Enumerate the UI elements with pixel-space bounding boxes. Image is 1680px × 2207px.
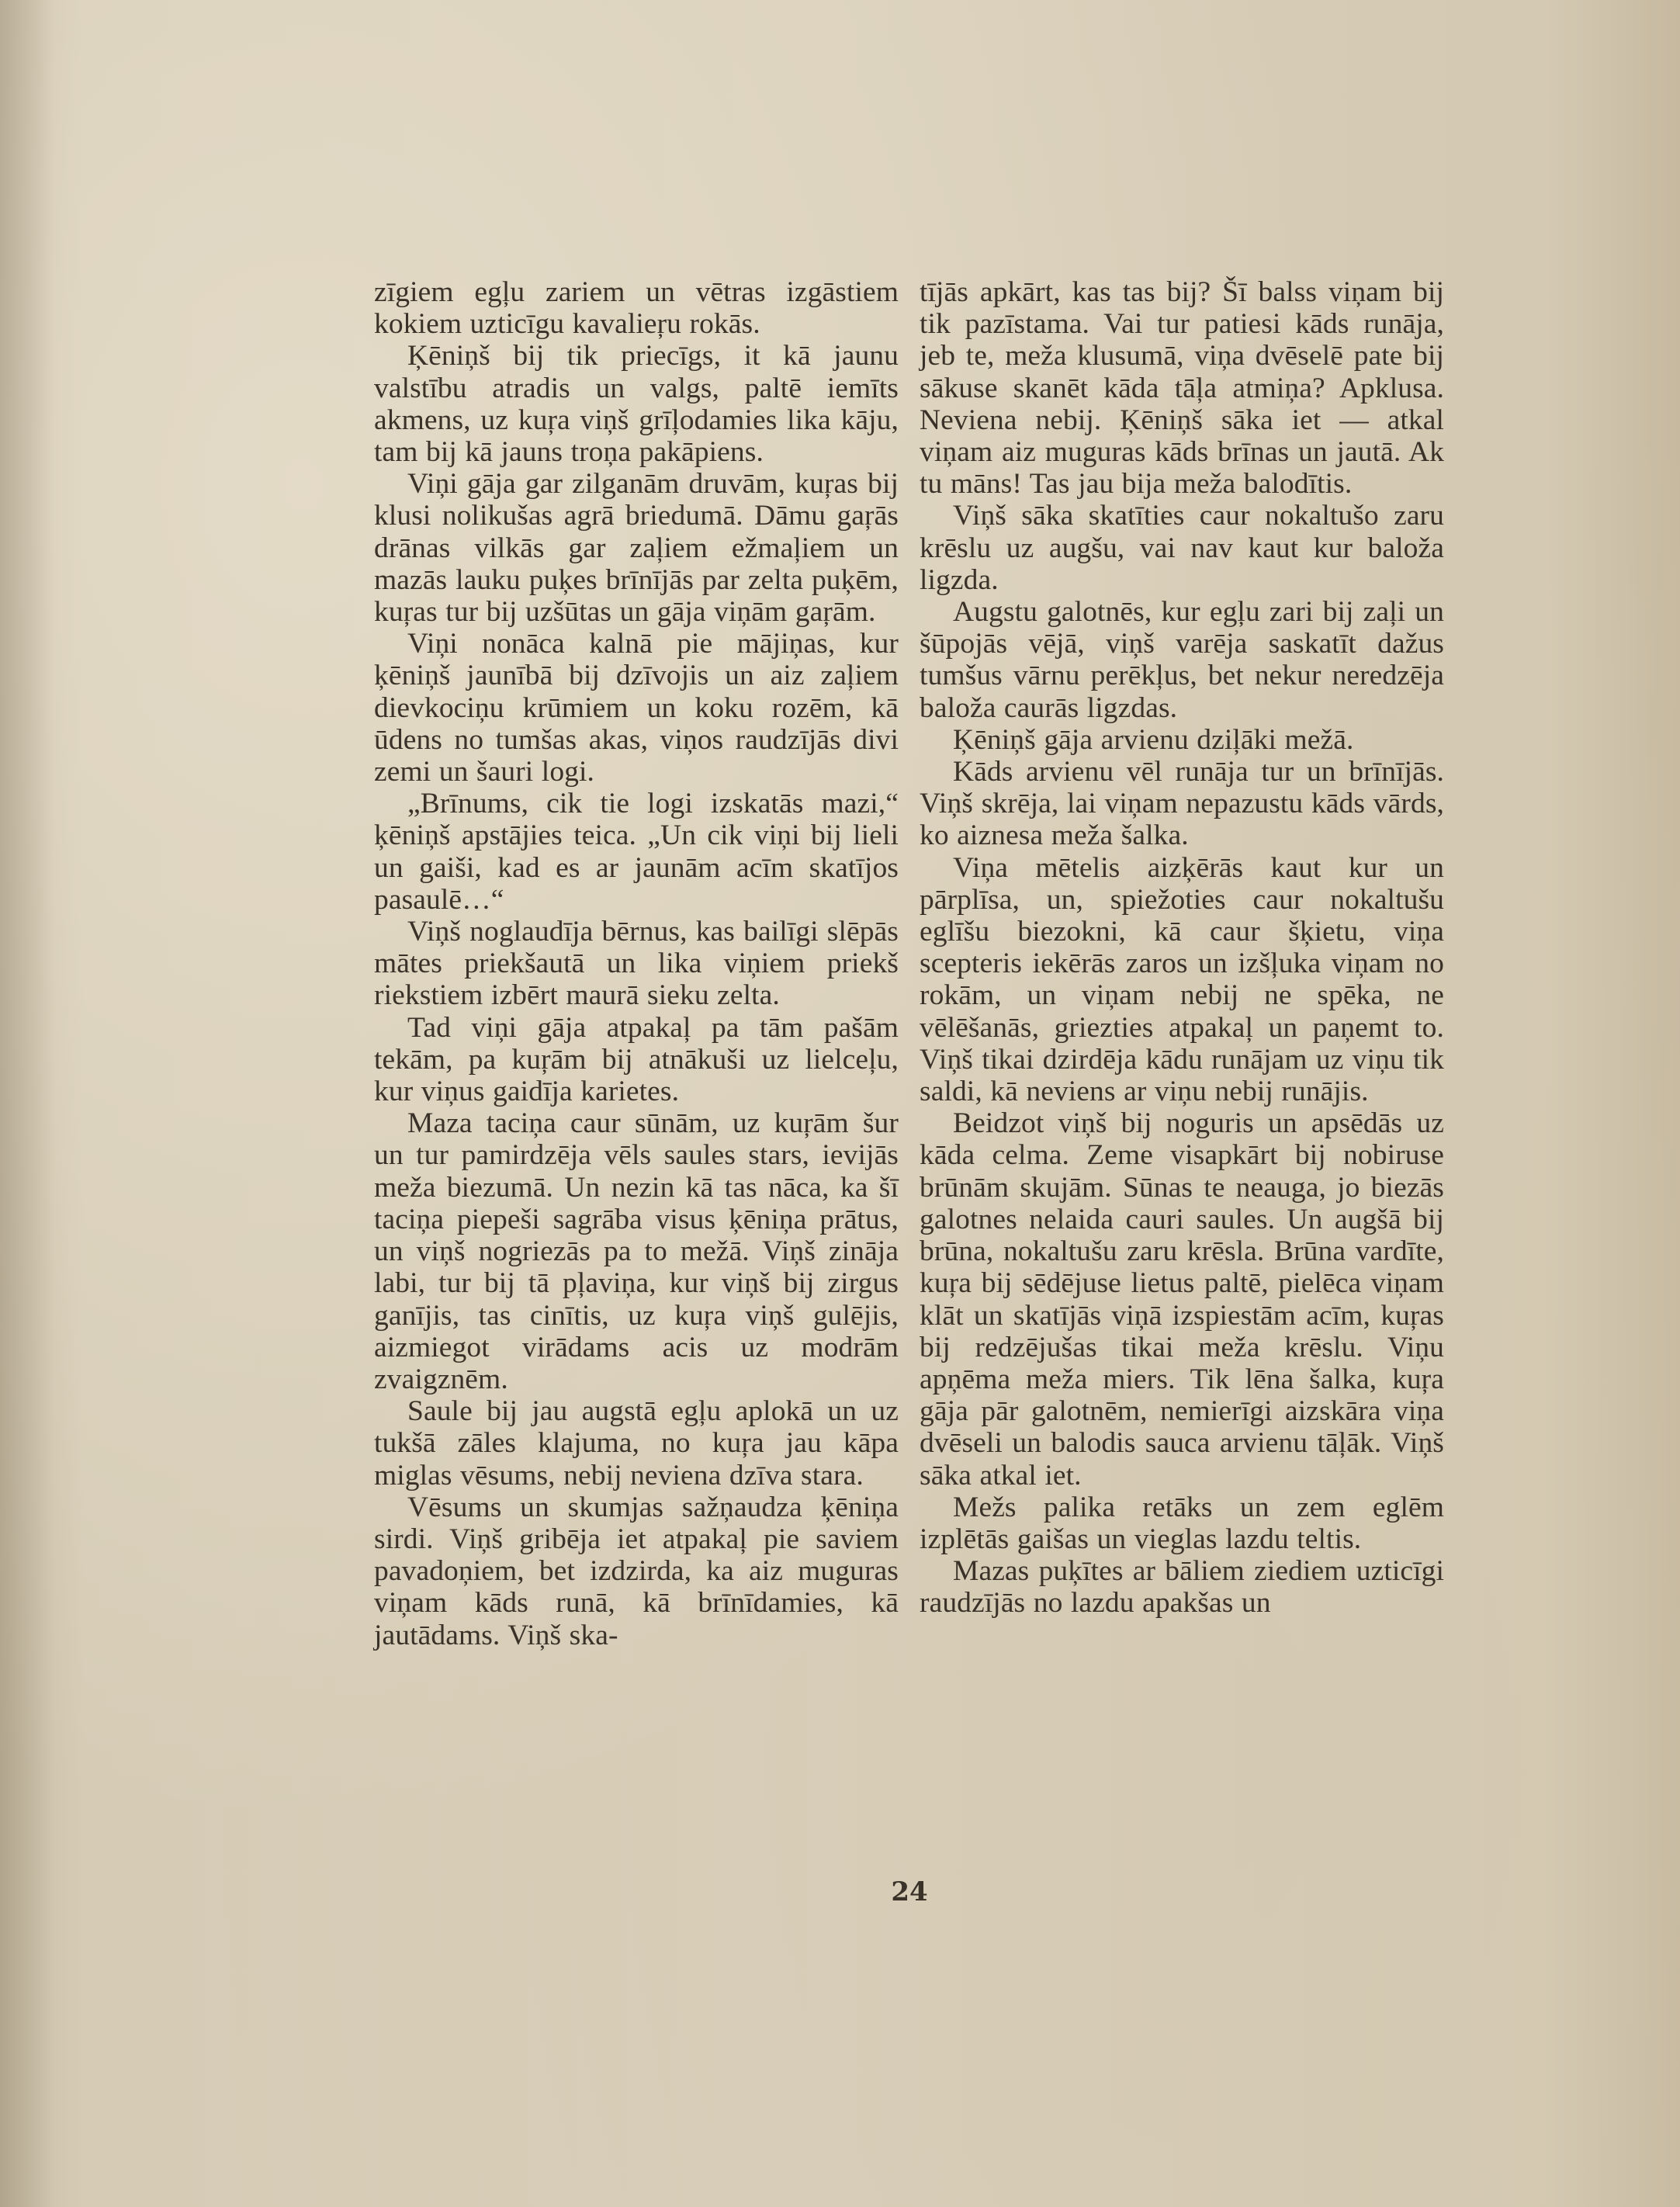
text-column-right <box>920 276 1444 1620</box>
paragraph: Viņš sāka skatīties caur nokaltušo zaru krēslu uz augšu, vai nav kaut kur baloža ligzda. <box>920 500 1444 596</box>
paragraph: Viņi nonāca kalnā pie mājiņas, kur ķēniņš jaunībā bij dzīvojis un aiz zaļiem dievkociņu krūmiem un koku rozēm, kā ūdens no tumšas akas, viņos raudzījās divi zemi un šauri logi. <box>374 628 899 788</box>
page-number: 24 <box>891 1876 928 1907</box>
paragraph: Saule bij jau augstā egļu aplokā un uz tukšā zāles klajuma, no kuŗa jau kāpa miglas vēsums, nebij neviena dzīva stara. <box>374 1395 899 1492</box>
paragraph: Vēsums un skumjas sažņaudza ķēniņa sirdi. Viņš gribēja iet atpakaļ pie saviem pavadoņiem, bet izdzirda, ka aiz muguras viņam kāds runā, kā brīnīdamies, kā jautādams. Viņš ska- <box>374 1491 899 1651</box>
paragraph: tījās apkārt, kas tas bij? Šī balss viņam bij tik pazīstama. Vai tur patiesi kāds runāja, jeb te, meža klusumā, viņa dvēselē pate bij sākuse skanēt kāda tāļa atmiņa? Apklusa. Neviena nebij. Ķēniņš sāka iet — atkal viņam aiz muguras kāds brīnas un jautā. Ak tu māns! Tas jau bija meža balodītis. <box>920 276 1444 501</box>
paragraph: Beidzot viņš bij noguris un apsēdās uz kāda celma. Zeme visapkārt bij nobiruse brūnām skujām. Sūnas te neauga, jo biezās galotnes nelaida cauri saules. Un augšā bij brūna, nokaltušu zaru krēsla. Brūna vardīte, kuŗa bij sēdējuse lietus paltē, pielēca viņam klāt un skatījās viņā izspiestām acīm, kuŗas bij redzējušas tikai meža krēslu. Viņu apņēma meža miers. Tik lēna šalka, kuŗa gāja pār galotnēm, nemierīgi aizskāra viņa dvēseli un balodis sauca arvienu tāļāk. Viņš sāka atkal iet. <box>920 1107 1444 1492</box>
paragraph: Viņš noglaudīja bērnus, kas bailīgi slēpās mātes priekšautā un lika viņiem priekš riekstiem izbērt maurā sieku zelta. <box>374 916 899 1012</box>
paragraph: Mazas puķītes ar bāliem ziediem uzticīgi raudzījās no lazdu apakšas un <box>920 1555 1444 1620</box>
paragraph: Ķēniņš bij tik priecīgs, it kā jaunu valstību atradis un valgs, paltē iemīts akmens, uz kuŗa viņš grīļodamies lika kāju, tam bij kā jauns troņa pakāpiens. <box>374 340 899 469</box>
page-gutter-shadow <box>0 0 54 2207</box>
paragraph: „Brīnums, cik tie logi izskatās mazi,“ ķēniņš apstājies teica. „Un cik viņi bij lieli un gaiši, kad es ar jaunām acīm skatījos pasaulē…“ <box>374 788 899 916</box>
paragraph: Augstu galotnēs, kur egļu zari bij zaļi un šūpojās vējā, viņš varēja saskatīt dažus tumšus vārnu perēkļus, bet nekur neredzēja baloža caurās ligzdas. <box>920 596 1444 724</box>
paragraph: Kāds arvienu vēl runāja tur un brīnījās. Viņš skrēja, lai viņam nepazustu kāds vārds, ko aiznesa meža šalka. <box>920 756 1444 852</box>
paragraph: Viņa mētelis aizķērās kaut kur un pārplīsa, un, spiežoties caur nokaltušu eglīšu biezokni, kā caur šķietu, viņa scepteris iekērās zaros un izšļuka viņam no rokām, un viņam nebij ne spēka, ne vēlēšanās, griezties atpakaļ un paņemt to. Viņš tikai dzirdēja kādu runājam uz viņu tik saldi, kā neviens ar viņu nebij runājis. <box>920 851 1444 1108</box>
paragraph: Mežs palika retāks un zem eglēm izplētās gaišas un vieglas lazdu teltis. <box>920 1491 1444 1555</box>
text-column-left <box>374 276 899 1651</box>
paragraph: Viņi gāja gar zilganām druvām, kuŗas bij klusi nolikušas agrā briedumā. Dāmu gaŗās drānas vilkās gar zaļiem ežmaļiem un mazās lauku puķes brīnījās par zelta puķēm, kuŗas tur bij uzšūtas un gāja viņām gaŗām. <box>374 468 899 629</box>
paragraph: Ķēniņš gāja arvienu dziļāki mežā. <box>953 723 1354 756</box>
paragraph: zīgiem egļu zariem un vētras izgāstiem kokiem uzticīgu kavalieŗu rokās. <box>374 276 899 341</box>
paragraph: Maza taciņa caur sūnām, uz kuŗām šur un tur pamirdzēja vēls saules stars, ievijās meža biezumā. Un nezin kā tas nāca, ka šī taciņa piepeši sagrāba visus ķēniņa prātus, un viņš nogriezās pa to mežā. Viņš zināja labi, tur bij tā pļaviņa, kur viņš bij zirgus ganījis, tas cinītis, uz kuŗa viņš gulējis, aizmiegot virādams acis uz modrām zvaigznēm. <box>374 1107 899 1395</box>
paragraph: Tad viņi gāja atpakaļ pa tām pašām tekām, pa kuŗām bij atnākuši uz lielceļu, kur viņus gaidīja karietes. <box>374 1011 899 1108</box>
